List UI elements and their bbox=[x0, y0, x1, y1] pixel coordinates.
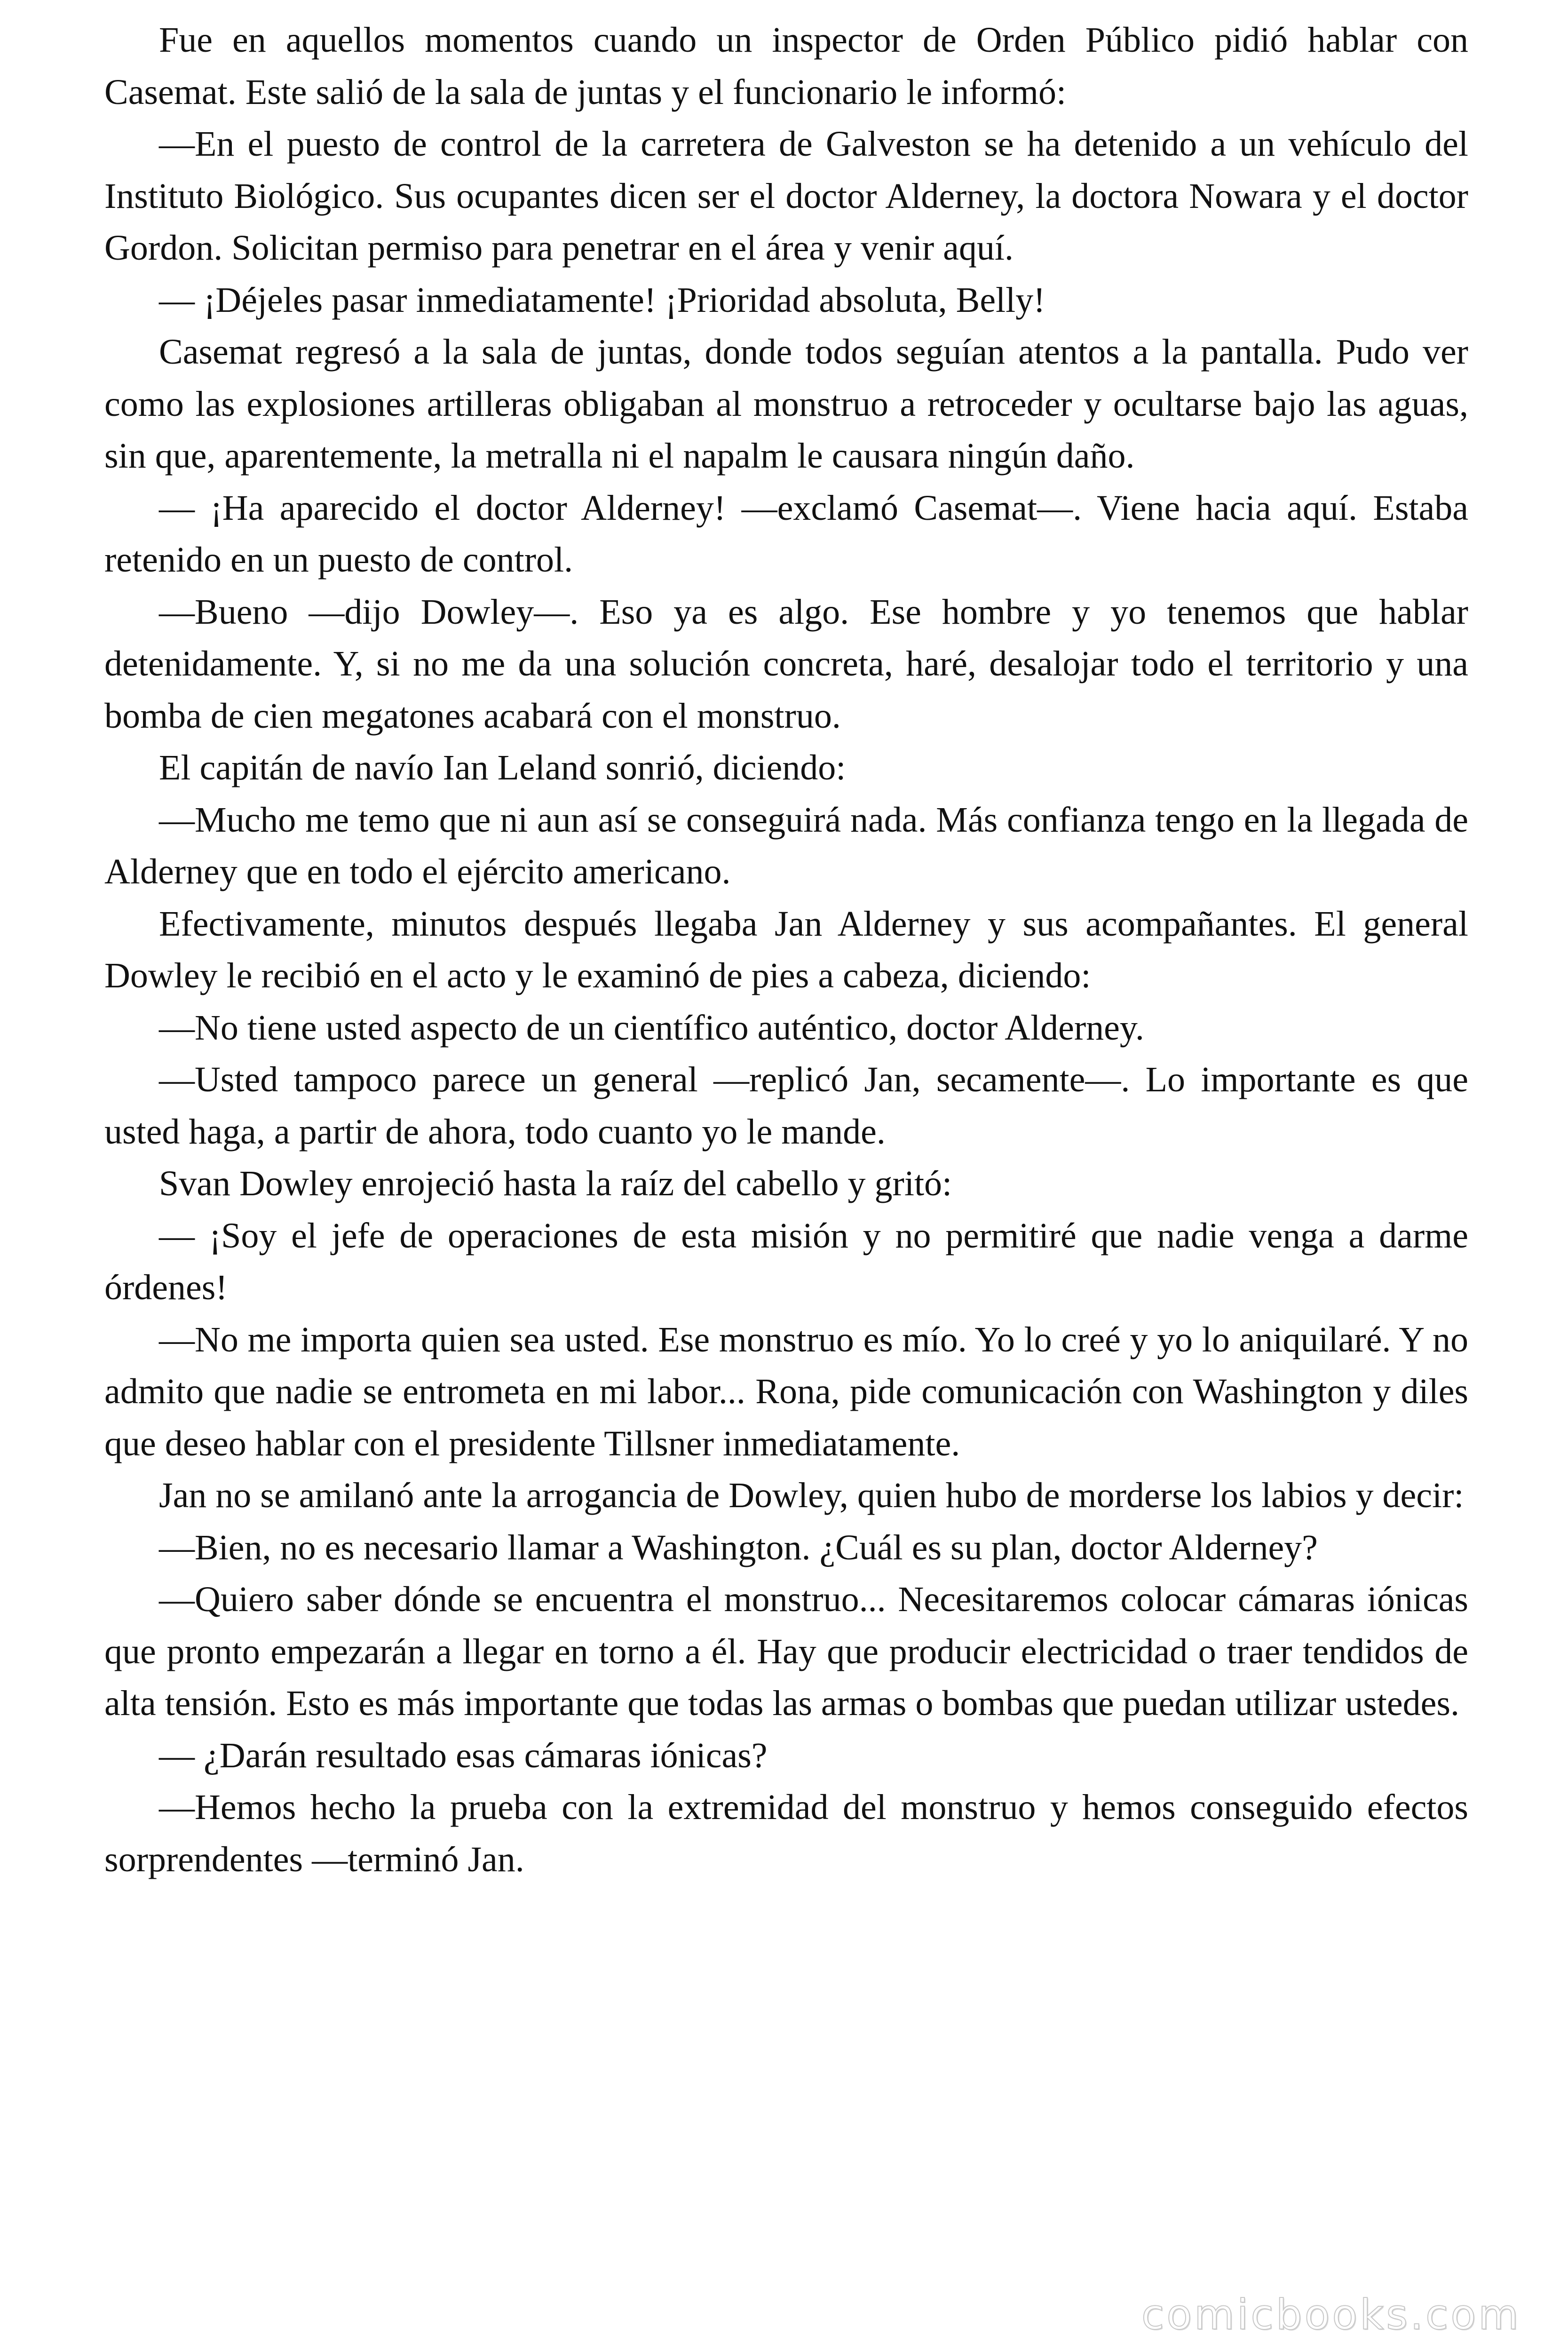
paragraph: Casemat regresó a la sala de juntas, donde todos seguían atentos a la pantalla. Pudo ver como las explosiones artilleras obligaban al monstruo a retroceder y ocultarse bajo las aguas, sin que, aparentemente, la metralla ni el napalm le causara ningún daño. bbox=[104, 332, 1468, 476]
paragraph: — ¡Soy el jefe de operaciones de esta misión y no permitiré que nadie venga a darme órdenes! bbox=[104, 1216, 1468, 1307]
paragraph: — ¿Darán resultado esas cámaras iónicas? bbox=[159, 1735, 768, 1775]
paragraph: —Mucho me temo que ni aun así se conseguirá nada. Más confianza tengo en la llegada de Alderney que en todo el ejército americano. bbox=[104, 800, 1468, 891]
paragraph: Fue en aquellos momentos cuando un inspector de Orden Público pidió hablar con Casemat. Este salió de la sala de juntas y el funcionario le informó: bbox=[104, 20, 1468, 112]
paragraph: — ¡Ha aparecido el doctor Alderney! —exclamó Casemat—. Viene hacia aquí. Estaba retenido en un puesto de control. bbox=[104, 488, 1468, 580]
paragraph: —En el puesto de control de la carretera de Galveston se ha detenido a un vehículo del Instituto Biológico. Sus ocupantes dicen ser el doctor Alderney, la doctora Nowara y el doctor Gordon. Solicitan permiso para penetrar en el área y venir aquí. bbox=[104, 124, 1468, 268]
paragraph: —No me importa quien sea usted. Ese monstruo es mío. Yo lo creé y yo lo aniquilaré. Y no admito que nadie se entrometa en mi labor... Rona, pide comunicación con Washington y diles que deseo hablar con el presidente Tillsner inmediatamente. bbox=[104, 1319, 1468, 1463]
watermark-text: comicbooks.com bbox=[1141, 2290, 1521, 2339]
paragraph: — ¡Déjeles pasar inmediatamente! ¡Prioridad absoluta, Belly! bbox=[159, 280, 1045, 320]
paragraph: —Usted tampoco parece un general —replicó Jan, secamente—. Lo importante es que usted haga, a partir de ahora, todo cuanto yo le mande. bbox=[104, 1060, 1468, 1152]
paragraph: Svan Dowley enrojeció hasta la raíz del cabello y gritó: bbox=[159, 1164, 952, 1203]
paragraph: —Bien, no es necesario llamar a Washington. ¿Cuál es su plan, doctor Alderney? bbox=[159, 1527, 1318, 1567]
paragraph: —Hemos hecho la prueba con la extremidad del monstruo y hemos conseguido efectos sorprendentes —terminó Jan. bbox=[104, 1788, 1468, 1879]
paragraph: —No tiene usted aspecto de un científico auténtico, doctor Alderney. bbox=[159, 1008, 1144, 1048]
text-column bbox=[104, 14, 1468, 1885]
paragraph: Jan no se amilanó ante la arrogancia de Dowley, quien hubo de morderse los labios y decir: bbox=[159, 1476, 1464, 1515]
paragraph: —Bueno —dijo Dowley—. Eso ya es algo. Ese hombre y yo tenemos que hablar detenidamente. Y, si no me da una solución concreta, haré, desalojar todo el territorio y una bomba de cien megatones acabará con el monstruo. bbox=[104, 592, 1468, 736]
paragraph: El capitán de navío Ian Leland sonrió, diciendo: bbox=[159, 748, 846, 787]
paragraph: Efectivamente, minutos después llegaba Jan Alderney y sus acompañantes. El general Dowley le recibió en el acto y le examinó de pies a cabeza, diciendo: bbox=[104, 904, 1468, 995]
paragraph: —Quiero saber dónde se encuentra el monstruo... Necesitaremos colocar cámaras iónicas que pronto empezarán a llegar en torno a él. Hay que producir electricidad o traer tendidos de alta tensión. Esto es más importante que todas las armas o bombas que puedan utilizar ustedes. bbox=[104, 1580, 1468, 1723]
